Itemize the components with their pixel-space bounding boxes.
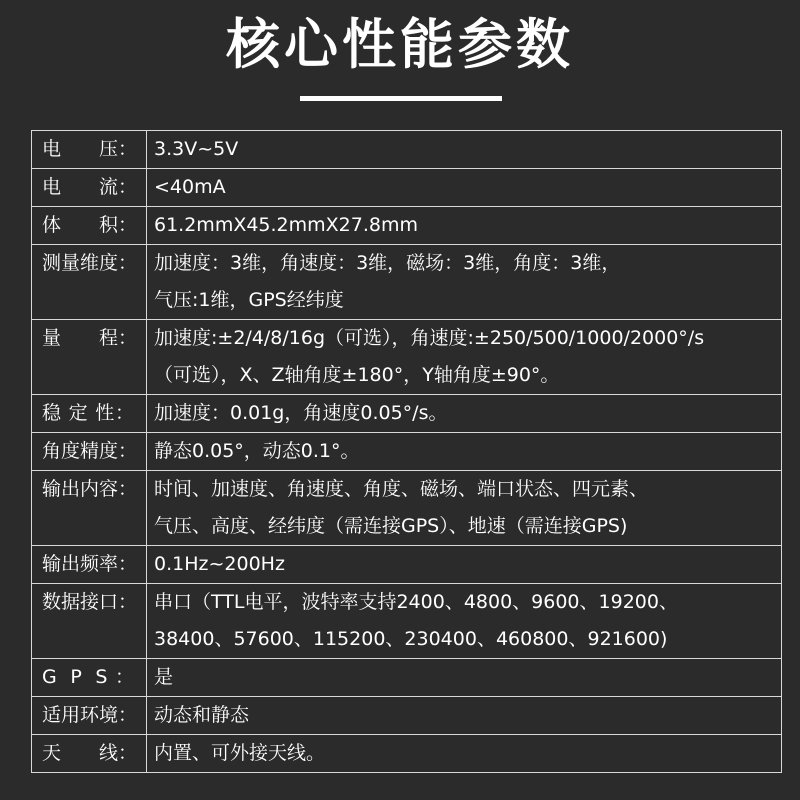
spec-value-environment: 动态和静态: [147, 697, 782, 735]
spec-label-angle-accuracy: 角度精度：: [32, 433, 147, 471]
spec-label-volume: 体 积：: [32, 207, 147, 245]
spec-label-stability: 稳 定 性：: [32, 395, 147, 433]
spec-row-stability: [32, 395, 782, 433]
spec-row-gps: [32, 659, 782, 697]
spec-row-output-frequency: [32, 546, 782, 584]
spec-label-antenna: 天 线：: [32, 735, 147, 773]
spec-value-volume: 61.2mmX45.2mmX27.8mm: [147, 207, 782, 245]
spec-value-current: <40mA: [147, 169, 782, 207]
spec-label-output-frequency: 输出频率：: [32, 546, 147, 584]
spec-label-voltage: 电 压：: [32, 131, 147, 169]
spec-value-voltage: 3.3V~5V: [147, 131, 782, 169]
spec-row-voltage: [32, 131, 782, 169]
title-underline: [300, 96, 502, 101]
spec-value-output-content: 时间、加速度、角速度、角度、磁场、端口状态、四元素、 气压、高度、经纬度（需连接GPS）、地速（需连接GPS): [147, 471, 782, 546]
spec-value-angle-accuracy: 静态0.05°，动态0.1°。: [147, 433, 782, 471]
spec-label-range: 量 程：: [32, 320, 147, 395]
spec-row-dimensions: [32, 245, 782, 320]
spec-value-gps: 是: [147, 659, 782, 697]
spec-label-environment: 适用环境：: [32, 697, 147, 735]
spec-value-data-interface: 串口（TTL电平，波特率支持2400、4800、9600、19200、 38400、57600、115200、230400、460800、921600): [147, 584, 782, 659]
spec-value-output-frequency: 0.1Hz~200Hz: [147, 546, 782, 584]
spec-row-antenna: [32, 735, 782, 773]
spec-row-range: [32, 320, 782, 395]
spec-label-data-interface: 数据接口：: [32, 584, 147, 659]
spec-label-gps: G P S：: [32, 659, 147, 697]
spec-row-environment: [32, 697, 782, 735]
spec-value-antenna: 内置、可外接天线。: [147, 735, 782, 773]
spec-value-dimensions: 加速度：3维，角速度：3维，磁场：3维，角度：3维， 气压:1维，GPS经纬度: [147, 245, 782, 320]
spec-row-data-interface: [32, 584, 782, 659]
spec-row-current: [32, 169, 782, 207]
spec-table: [31, 130, 782, 773]
spec-value-stability: 加速度：0.01g，角速度0.05°/s。: [147, 395, 782, 433]
spec-label-dimensions: 测量维度：: [32, 245, 147, 320]
spec-value-range: 加速度:±2/4/8/16g（可选），角速度:±250/500/1000/2000°/s （可选），X、Z轴角度±180°，Y轴角度±90°。: [147, 320, 782, 395]
spec-row-angle-accuracy: [32, 433, 782, 471]
spec-label-current: 电 流：: [32, 169, 147, 207]
page-title: 核心性能参数: [226, 13, 574, 76]
spec-row-volume: [32, 207, 782, 245]
spec-label-output-content: 输出内容：: [32, 471, 147, 546]
spec-row-output-content: [32, 471, 782, 546]
